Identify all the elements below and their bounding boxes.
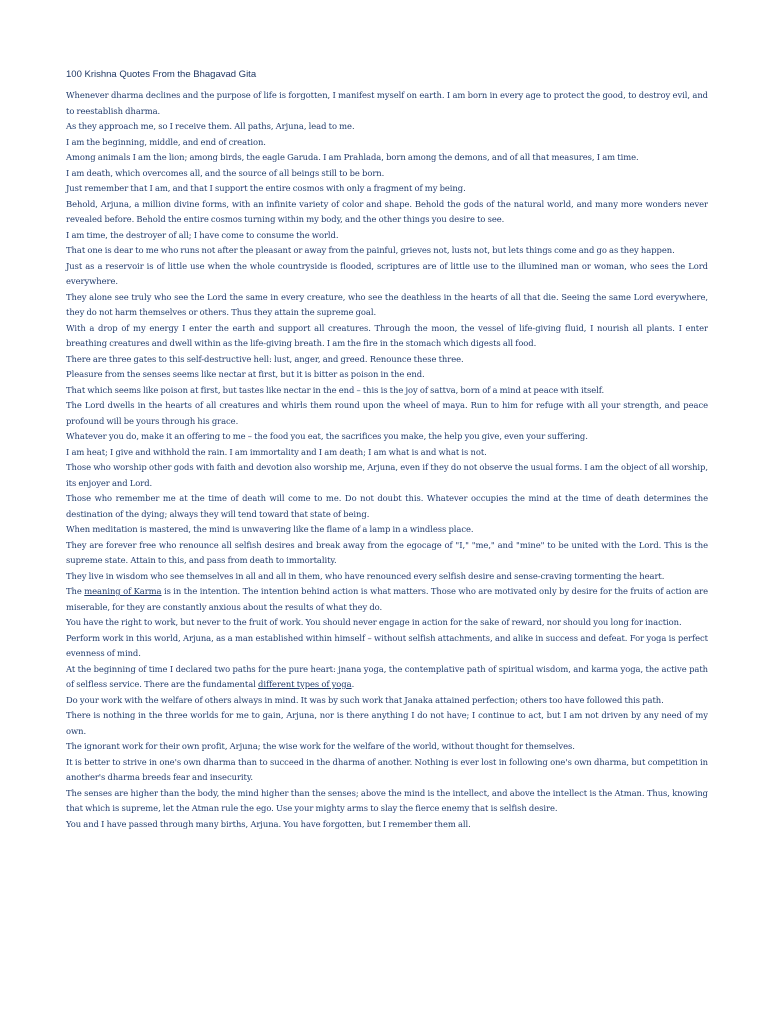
quote-paragraph: That one is dear to me who runs not after the pleasant or away from the painful, grieves not, lusts not, but lets things come and go as they happen. xyxy=(66,245,675,255)
quote-paragraph: There is nothing in the three worlds for me to gain, Arjuna, nor is there anything I do not have; I continue to act, but I am not driven by any need of my own. xyxy=(66,710,708,736)
quote-paragraph-karma xyxy=(66,584,708,615)
quote-paragraph: Among animals I am the lion; among birds, the eagle Garuda. I am Prahlada, born among the demons, and of all that measures, I am time. xyxy=(66,152,639,162)
quote-text-after: is in the intention. The intention behind action is what matters. Those who are motivated only by desire for the fruits of action are miserable, for they are constantly anxious about the results of what they do. xyxy=(66,586,708,612)
quote-paragraph: They live in wisdom who see themselves in all and all in them, who have renounced every selfish desire and sense-craving tormenting the heart. xyxy=(66,570,665,581)
quote-paragraph: When meditation is mastered, the mind is unwavering like the flame of a lamp in a windless place. xyxy=(66,524,474,534)
quote-paragraph: I am death, which overcomes all, and the source of all beings still to be born. xyxy=(66,167,385,178)
quote-paragraph: I am the beginning, middle, and end of creation. xyxy=(66,136,266,147)
quote-paragraph: The senses are higher than the body, the mind higher than the senses; above the mind is the intellect, and above the intellect is the Atman. Thus, knowing that which is supreme, let the Atman rule the ego. Use your mighty arms to slay the fierce enemy that is selfish desire. xyxy=(66,787,708,813)
quote-paragraph: Behold, Arjuna, a million divine forms, with an infinite variety of color and shape. Behold the gods of the natural world, and many more wonders never revealed before. Behold the entire cosmos turning within my body, and the other things you desire to see. xyxy=(66,198,708,224)
meaning-of-karma-link[interactable]: meaning of Karma xyxy=(84,586,162,596)
quote-paragraph: The Lord dwells in the hearts of all creatures and whirls them round upon the wheel of maya. Run to him for refuge with all your strength, and peace profound will be yours through his grace. xyxy=(66,400,708,426)
quote-paragraph: Whenever dharma declines and the purpose of life is forgotten, I manifest myself on earth. I am born in every age to protect the good, to destroy evil, and to reestablish dharma. xyxy=(66,90,708,116)
quote-paragraph: The ignorant work for their own profit, Arjuna; the wise work for the welfare of the world, without thought for themselves. xyxy=(66,741,575,751)
quote-paragraph: You have the right to work, but never to the fruit of work. You should never engage in action for the sake of reward, nor should you long for inaction. xyxy=(66,617,682,627)
quote-text-after: . xyxy=(351,679,355,689)
quote-paragraph: Do your work with the welfare of others always in mind. It was by such work that Janaka attained perfection; others too have followed this path. xyxy=(66,694,664,705)
quote-paragraph: Pleasure from the senses seems like nectar at first, but it is bitter as poison in the end. xyxy=(66,369,425,379)
quote-paragraph: That which seems like poison at first, but tastes like nectar in the end – this is the joy of sattva, born of a mind at peace with itself. xyxy=(66,384,605,395)
quote-paragraph: Just remember that I am, and that I support the entire cosmos with only a fragment of my being. xyxy=(66,183,466,193)
document-title: 100 Krishna Quotes From the Bhagavad Gita xyxy=(66,69,257,80)
quote-paragraph: Those who remember me at the time of death will come to me. Do not doubt this. Whatever occupies the mind at the time of death determines the destination of the dying; always they will tend toward that state of being. xyxy=(66,493,708,519)
quote-paragraph: There are three gates to this self-destructive hell: lust, anger, and greed. Renounce these three. xyxy=(66,353,464,364)
quote-paragraph: I am time, the destroyer of all; I have come to consume the world. xyxy=(66,229,339,240)
quote-paragraph: You and I have passed through many births, Arjuna. You have forgotten, but I remember them all. xyxy=(66,818,471,829)
quote-paragraph: With a drop of my energy I enter the earth and support all creatures. Through the moon, the vessel of life-giving fluid, I nourish all plants. I enter breathing creatures and dwell within as the life-giving breath. I am the fire in the stomach which digests all food. xyxy=(66,322,708,348)
quote-paragraph: Those who worship other gods with faith and devotion also worship me, Arjuna, even if they do not observe the usual forms. I am the object of all worship, its enjoyer and Lord. xyxy=(66,462,708,488)
quote-paragraph: It is better to strive in one's own dharma than to succeed in the dharma of another. Nothing is ever lost in following one's own dharma, but competition in another's dharma breeds fear and insecurity. xyxy=(66,756,708,782)
quote-text-before: At the beginning of time I declared two paths for the pure heart: jnana yoga, the contemplative path of spiritual wisdom, and karma yoga, the active path of selfless service. There are the fundamental xyxy=(66,663,708,689)
quote-paragraph: Perform work in this world, Arjuna, as a man established within himself – without selfish attachments, and alike in success and defeat. For yoga is perfect evenness of mind. xyxy=(66,632,708,658)
quote-paragraph: Whatever you do, make it an offering to me – the food you eat, the sacrifices you make, the help you give, even your suffering. xyxy=(66,431,588,441)
quote-text-before: The xyxy=(66,586,85,596)
quote-paragraph: As they approach me, so I receive them. All paths, Arjuna, lead to me. xyxy=(66,121,355,131)
quote-paragraph: They are forever free who renounce all selfish desires and break away from the egocage of "I," "me," and "mine" to be united with the Lord. This is the supreme state. Attain to this, and pass from death to immortality. xyxy=(66,539,708,565)
quote-paragraph-yoga xyxy=(66,662,708,693)
quote-paragraph: Just as a reservoir is of little use when the whole countryside is flooded, scriptures are of little use to the illumined man or woman, who sees the Lord everywhere. xyxy=(66,260,708,286)
types-of-yoga-link[interactable]: different types of yoga xyxy=(258,679,352,689)
quote-paragraph: I am heat; I give and withhold the rain. I am immortality and I am death; I am what is and what is not. xyxy=(66,446,487,457)
quote-paragraph: They alone see truly who see the Lord the same in every creature, who see the deathless in the hearts of all that die. Seeing the same Lord everywhere, they do not harm themselves or others. Thus they attain the supreme goal. xyxy=(66,291,708,317)
